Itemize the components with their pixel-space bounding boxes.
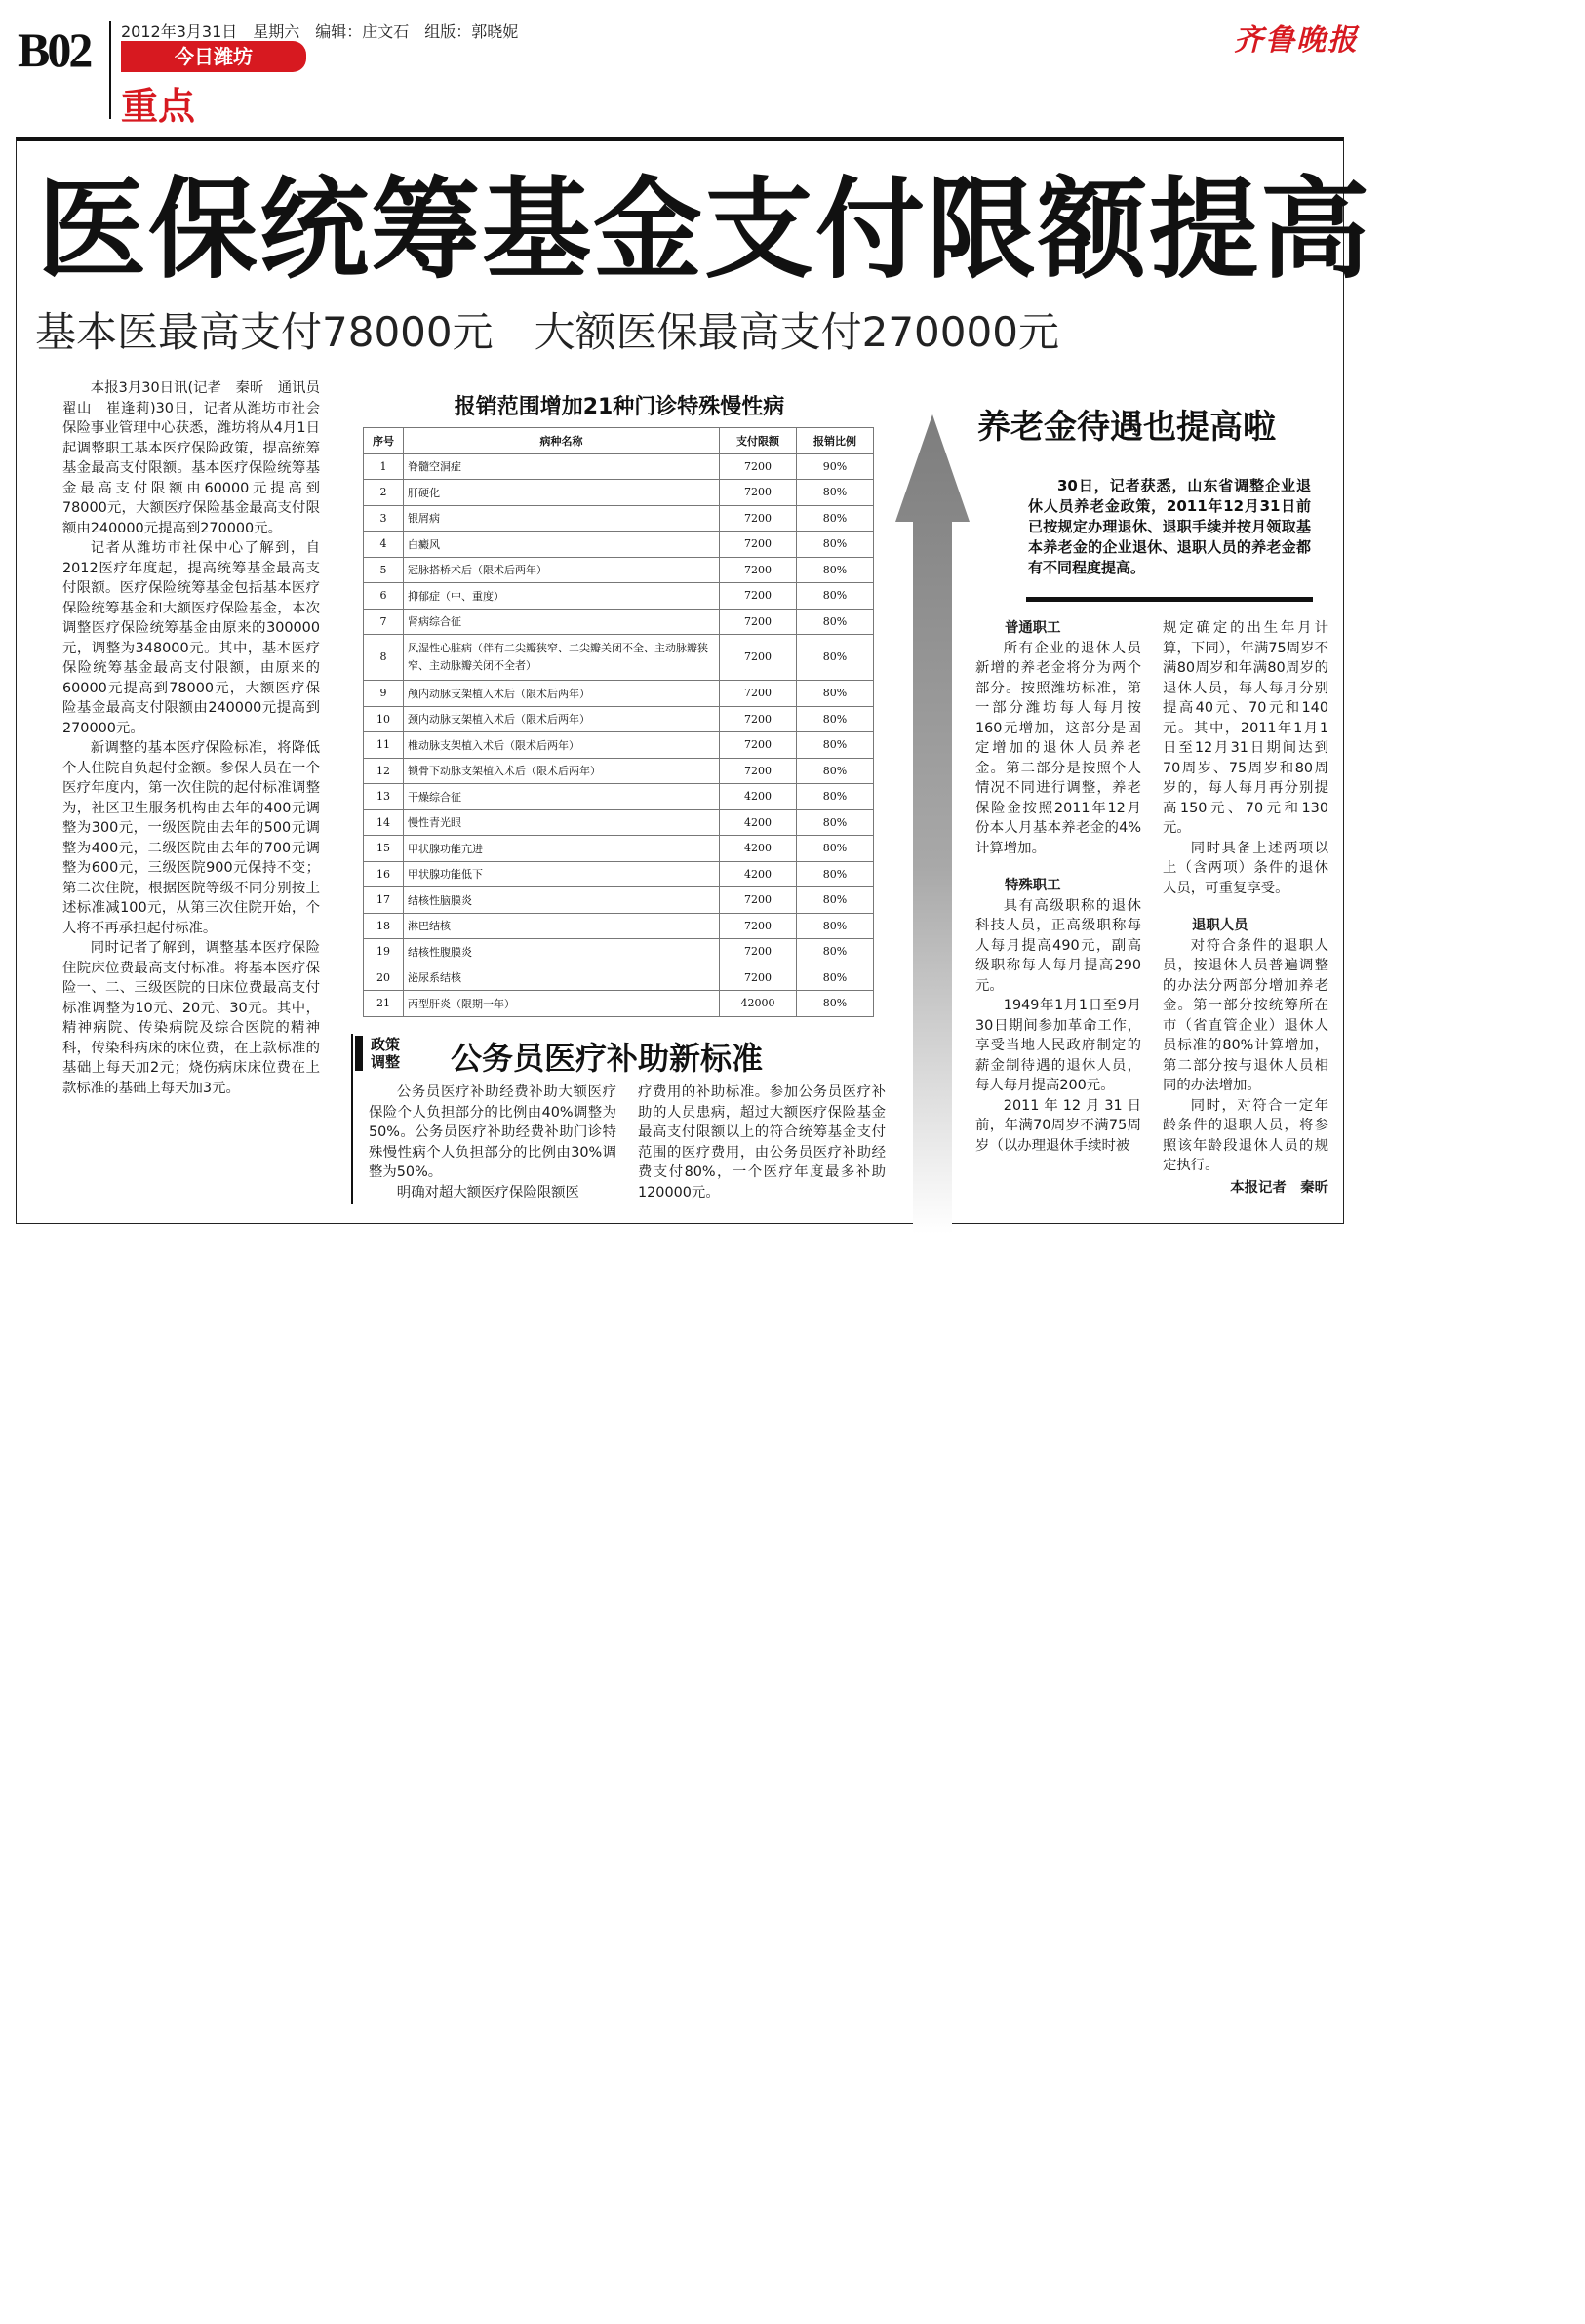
main-article-text: [62, 378, 335, 1098]
pension-title: 养老金待遇也提高啦: [977, 408, 1276, 447]
cell-index: 17: [364, 887, 404, 914]
cell-ratio: 80%: [797, 609, 874, 635]
cell-ratio: 80%: [797, 635, 874, 681]
policy-tag: 政策调整: [355, 1036, 400, 1071]
article-paragraph: 新调整的基本医疗保险标准，将降低个人住院自负起付金额。参保人员在一个医疗年度内，第一次住院的起付标准调整为，社区卫生服务机构由去年的400元调整为300元，一级医院由去年的500元调整为400元，二级医院由去年的700元调整为600元，三级医院900元保持不变；第二次住院，根据医院等级不同分别按上述标准减100元，从第三次住院开始，个人将不再承担起付标准。: [62, 740, 320, 936]
cell-disease: 丙型肝炎（限期一年）: [404, 991, 720, 1017]
pension-text-col2: [1163, 618, 1328, 1198]
table-row: [364, 532, 874, 558]
cell-disease: 脊髓空洞症: [404, 453, 720, 480]
cell-limit: 7200: [720, 480, 797, 506]
pension-text-col1: [975, 618, 1141, 1156]
cell-ratio: 80%: [797, 809, 874, 836]
cell-index: 5: [364, 557, 404, 583]
cell-limit: 7200: [720, 532, 797, 558]
cell-ratio: 80%: [797, 965, 874, 991]
col-header-ratio: 报销比例: [797, 428, 874, 454]
cell-ratio: 90%: [797, 453, 874, 480]
cell-limit: 7200: [720, 732, 797, 759]
cell-ratio: 80%: [797, 939, 874, 965]
table-row: [364, 861, 874, 887]
table-row: [364, 965, 874, 991]
cell-limit: 7200: [720, 939, 797, 965]
cell-index: 21: [364, 991, 404, 1017]
cell-limit: 7200: [720, 681, 797, 707]
pension-intro-text: 30日，记者获悉，山东省调整企业退休人员养老金政策，2011年12月31日前已按规定办理退休、退职手续并按月领取基本养老金的企业退休、退职人员的养老金都有不同程度提高。: [1028, 477, 1311, 576]
pension-subhead: 普通职工: [1005, 620, 1061, 636]
cell-disease: 颈内动脉支架植入术后（限术后两年）: [404, 706, 720, 732]
cell-ratio: 80%: [797, 991, 874, 1017]
cell-ratio: 80%: [797, 505, 874, 532]
header-divider: [109, 21, 111, 119]
cell-ratio: 80%: [797, 532, 874, 558]
table-row: [364, 991, 874, 1017]
pension-paragraph: 同时具备上述两项以上（含两项）条件的退休人员，可重复享受。: [1163, 840, 1328, 896]
cell-ratio: 80%: [797, 887, 874, 914]
cell-limit: 7200: [720, 887, 797, 914]
cell-limit: 7200: [720, 758, 797, 784]
cell-disease: 白癜风: [404, 532, 720, 558]
cell-limit: 7200: [720, 635, 797, 681]
table-row: [364, 681, 874, 707]
cell-ratio: 80%: [797, 913, 874, 939]
policy-title: 公务员医疗补助新标准: [451, 1040, 764, 1077]
cell-disease: 甲状腺功能低下: [404, 861, 720, 887]
table-row: [364, 557, 874, 583]
table-header-row: [364, 428, 874, 454]
cell-index: 3: [364, 505, 404, 532]
cell-ratio: 80%: [797, 836, 874, 862]
article-paragraph: 同时记者了解到，调整基本医疗保险住院床位费最高支付标准。将基本医疗保险一、二、三级医院的日床位费最高支付标准调整为10元、20元、30元。其中，精神病院、传染病院及综合医院的精神科，传染科病床的床位费，在上款标准的基础上每天加2元；烧伤病床床位费在上款标准的基础上每天加3元。: [62, 940, 320, 1096]
cell-index: 7: [364, 609, 404, 635]
cell-disease: 肾病综合征: [404, 609, 720, 635]
cell-limit: 4200: [720, 861, 797, 887]
cell-disease: 慢性青光眼: [404, 809, 720, 836]
pension-paragraph: 1949年1月1日至9月30日期间参加革命工作，享受当地人民政府制定的薪金制待遇的退休人员，每人每月提高200元。: [975, 998, 1141, 1093]
page-code: B02: [18, 22, 91, 77]
cell-index: 12: [364, 758, 404, 784]
cell-disease: 甲状腺功能亢进: [404, 836, 720, 862]
cell-limit: 7200: [720, 453, 797, 480]
policy-paragraph: 疗费用的补助标准。参加公务员医疗补助的人员患病，超过大额医疗保险基金最高支付限额以上的符合统筹基金支付范围的医疗费用，由公务员医疗补助经费支付80%，一个医疗年度最多补助120000元。: [638, 1084, 886, 1201]
cell-index: 1: [364, 453, 404, 480]
section-tag: 今日潍坊: [121, 41, 306, 72]
table-row: [364, 505, 874, 532]
cell-ratio: 80%: [797, 861, 874, 887]
policy-divider: [351, 1034, 353, 1204]
cell-limit: 4200: [720, 809, 797, 836]
cell-limit: 7200: [720, 965, 797, 991]
cell-index: 2: [364, 480, 404, 506]
cell-index: 18: [364, 913, 404, 939]
pension-subhead: 特殊职工: [1005, 878, 1061, 893]
pension-paragraph: 对符合条件的退职人员，按退休人员普遍调整的办法分两部分增加养老金。第一部分按统筹所在市（省直管企业）退休人员标准的80%计算增加，第二部分按与退休人员相同的办法增加。: [1163, 937, 1328, 1093]
cell-index: 13: [364, 784, 404, 810]
cell-index: 9: [364, 681, 404, 707]
cell-index: 6: [364, 583, 404, 610]
cell-disease: 锁骨下动脉支架植入术后（限术后两年）: [404, 758, 720, 784]
cell-ratio: 80%: [797, 758, 874, 784]
disease-table: [363, 427, 874, 1017]
cell-ratio: 80%: [797, 480, 874, 506]
cell-disease: 结核性腹膜炎: [404, 939, 720, 965]
cell-limit: 42000: [720, 991, 797, 1017]
table-row: [364, 706, 874, 732]
table-row: [364, 913, 874, 939]
cell-limit: 7200: [720, 913, 797, 939]
pension-paragraph: 所有企业的退休人员新增的养老金将分为两个部分。按照潍坊标准，第一部分潍坊每人每月按160元增加，这部分是固定增加的退休人员养老金。第二部分是按照个人情况不同进行调整，养老保险金按照2011年12月份本人月基本养老金的4%计算增加。: [975, 640, 1141, 856]
subheadline: 基本医最高支付78000元 大额医保最高支付270000元: [35, 308, 1059, 356]
table-row: [364, 809, 874, 836]
table-row: [364, 583, 874, 610]
article-paragraph: 记者从潍坊市社保中心了解到，自2012医疗年度起，提高统筹基金最高支付限额。医疗保险统筹基金包括基本医疗保险统筹基金和大额医疗保险基金，本次调整医疗保险统筹基金由原来的300000元，调整为348000元。其中，基本医疗保险统筹基金最高支付限额，由原来的60000元提高到78000元，大额医疗保险基金最高支付限额由240000元提高到270000元。: [62, 540, 320, 736]
byline: 本报记者 秦昕: [1230, 1179, 1328, 1196]
header-meta: 2012年3月31日 星期六 编辑：庄文石 组版：郭晓妮: [121, 22, 519, 41]
cell-limit: 7200: [720, 505, 797, 532]
cell-index: 11: [364, 732, 404, 759]
cell-index: 8: [364, 635, 404, 681]
up-arrow-graphic: [895, 414, 970, 1234]
cell-index: 20: [364, 965, 404, 991]
col-header-limit: 支付限额: [720, 428, 797, 454]
cell-index: 16: [364, 861, 404, 887]
pension-paragraph: 具有高级职称的退休科技人员，正高级职称每人每月提高490元，副高级职称每人每月提高290元。: [975, 897, 1141, 994]
cell-disease: 椎动脉支架植入术后（限术后两年）: [404, 732, 720, 759]
cell-disease: 冠脉搭桥术后（限术后两年）: [404, 557, 720, 583]
pension-intro: [1028, 476, 1311, 578]
cell-index: 10: [364, 706, 404, 732]
table-row: [364, 635, 874, 681]
section-label: 重点: [121, 85, 196, 128]
cell-limit: 4200: [720, 836, 797, 862]
table-row: [364, 732, 874, 759]
cell-ratio: 80%: [797, 784, 874, 810]
cell-disease: 风湿性心脏病（伴有二尖瓣狭窄、二尖瓣关闭不全、主动脉瓣狭窄、主动脉瓣关闭不全者）: [404, 635, 720, 681]
cell-index: 15: [364, 836, 404, 862]
article-paragraph: 本报3月30日讯(记者 秦昕 通讯员 翟山 崔逢莉)30日，记者从潍坊市社会保险事业管理中心获悉，潍坊将从4月1日起调整职工基本医疗保险政策，提高统筹基金最高支付限额。基本医疗保险统筹基金最高支付限额由60000元提高到78000元，大额医疗保险基金最高支付限额由240000元提高到270000元。: [62, 380, 335, 536]
headline: 医保统筹基金支付限额提高: [37, 167, 1371, 294]
table-title: 报销范围增加21种门诊特殊慢性病: [454, 395, 785, 419]
cell-index: 14: [364, 809, 404, 836]
table-row: [364, 784, 874, 810]
cell-disease: 淋巴结核: [404, 913, 720, 939]
cell-limit: 7200: [720, 583, 797, 610]
cell-disease: 干燥综合征: [404, 784, 720, 810]
cell-ratio: 80%: [797, 732, 874, 759]
cell-disease: 结核性脑膜炎: [404, 887, 720, 914]
cell-limit: 7200: [720, 706, 797, 732]
col-header-disease: 病种名称: [404, 428, 720, 454]
cell-disease: 抑郁症（中、重度）: [404, 583, 720, 610]
cell-ratio: 80%: [797, 583, 874, 610]
cell-limit: 7200: [720, 557, 797, 583]
col-header-index: 序号: [364, 428, 404, 454]
cell-limit: 4200: [720, 784, 797, 810]
cell-index: 19: [364, 939, 404, 965]
cell-ratio: 80%: [797, 681, 874, 707]
table-row: [364, 453, 874, 480]
table-row: [364, 480, 874, 506]
pension-paragraph: 2011年12月31日前，年满70周岁不满75周岁（以办理退休手续时被: [975, 1097, 1141, 1154]
table-row: [364, 939, 874, 965]
cell-disease: 泌尿系结核: [404, 965, 720, 991]
cell-index: 4: [364, 532, 404, 558]
cell-ratio: 80%: [797, 706, 874, 732]
table-row: [364, 887, 874, 914]
table-row: [364, 758, 874, 784]
pension-paragraph: 规定确定的出生年月计算，下同），年满75周岁不满80周岁和年满80周岁的退休人员，每人每月分别提高40元、70元和140元。其中，2011年1月1日至12月31日期间达到70周岁、75周岁和80周岁的，每人每月再分别提高150元、70元和130元。: [1163, 620, 1328, 836]
pension-subhead: 退职人员: [1192, 918, 1248, 933]
cell-disease: 肝硬化: [404, 480, 720, 506]
policy-paragraph: 明确对超大额医疗保险限额医: [396, 1184, 579, 1201]
policy-text-col1: [369, 1083, 616, 1202]
pension-rule: [1026, 597, 1313, 602]
table-row: [364, 836, 874, 862]
newspaper-logo: 齐鲁晚报: [1234, 23, 1359, 58]
cell-limit: 7200: [720, 609, 797, 635]
cell-disease: 银屑病: [404, 505, 720, 532]
policy-paragraph: 公务员医疗补助经费补助大额医疗保险个人负担部分的比例由40%调整为50%。公务员医疗补助经费补助门诊特殊慢性病个人负担部分的比例由30%调整为50%。: [369, 1084, 616, 1180]
policy-text-col2: [638, 1083, 886, 1202]
cell-disease: 颅内动脉支架植入术后（限术后两年）: [404, 681, 720, 707]
pension-paragraph: 同时，对符合一定年龄条件的退职人员，将参照该年龄段退休人员的规定执行。: [1163, 1097, 1328, 1173]
cell-ratio: 80%: [797, 557, 874, 583]
table-row: [364, 609, 874, 635]
